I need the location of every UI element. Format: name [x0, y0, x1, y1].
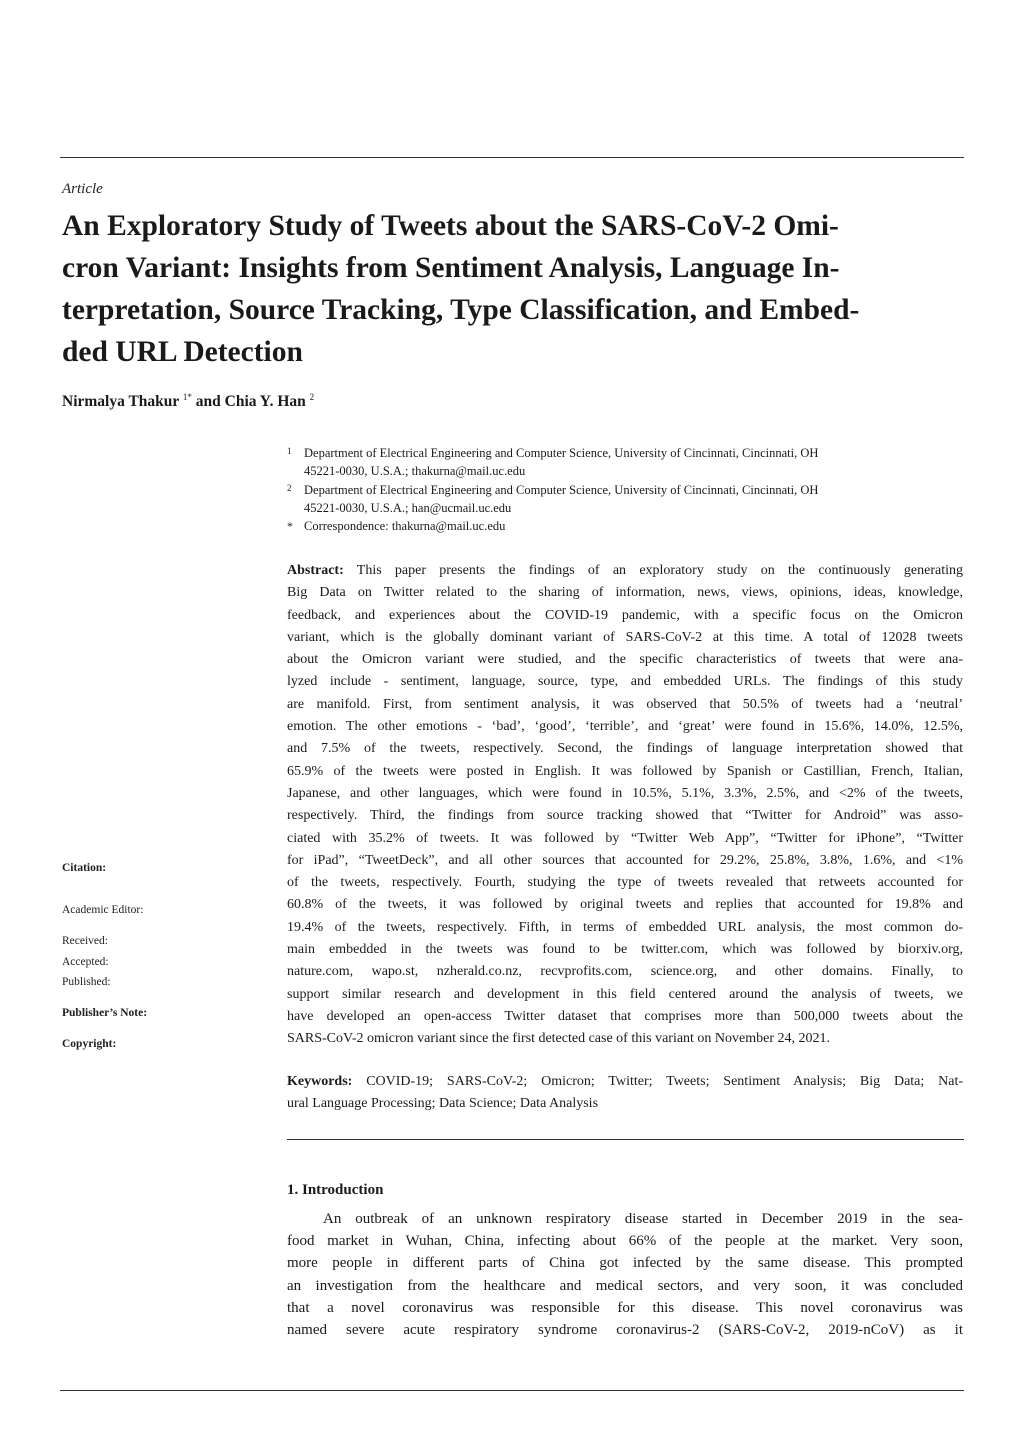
body-line: An outbreak of an unknown respiratory disease started in December 2019 in the sea-: [323, 1211, 963, 1227]
correspondence-text: Correspondence: thakurna@mail.uc.edu: [304, 519, 506, 534]
paper-title: [62, 205, 962, 373]
abstract-line: 60.8% of the tweets, it was followed by original tweets and replies that accounted for 19.8% and: [287, 897, 963, 913]
correspondence: [287, 517, 977, 535]
article-type-label: Article: [62, 181, 103, 197]
author-affiliation-mark: 2: [309, 392, 315, 402]
abstract-line: for iPad”, “TweetDeck”, and all other sources that accounted for 29.2%, 25.8%, 3.8%, 1.6%, and <1%: [287, 852, 963, 868]
abstract-line: are manifold. First, from sentiment analysis, it was observed that 50.5% of tweets had a ‘neutral’: [287, 696, 963, 712]
author-name: Nirmalya Thakur: [62, 393, 179, 411]
body-line: that a novel coronavirus was responsible for this disease. This novel coronavirus was: [287, 1299, 963, 1316]
abstract-line: emotion. The other emotions - ‘bad’, ‘good’, ‘terrible’, and ‘great’ were found in 15.6%, 14.0%, 12.5%,: [287, 719, 963, 735]
abstract-line: lyzed include - sentiment, language, source, type, and embedded URLs. The findings of this study: [287, 674, 963, 690]
published-label: Published:: [62, 976, 111, 988]
abstract-text: This paper presents the findings of an exploratory study on the continuously generating: [356, 563, 963, 578]
received-label: Received:: [62, 935, 108, 947]
abstract-line: [287, 560, 963, 582]
abstract-line: about the Omicron variant were studied, and the specific characteristics of tweets that were ana-: [287, 652, 963, 668]
affiliation-mark: 2: [287, 482, 292, 493]
abstract-line: feedback, and experiences about the COVID-19 pandemic, with a specific focus on the Omicron: [287, 607, 963, 623]
keywords-text: COVID-19; SARS-CoV-2; Omicron; Twitter; Tweets; Sentiment Analysis; Big Data; Nat-: [366, 1074, 964, 1089]
affiliation-text: Department of Electrical Engineering and Computer Science, University of Cincinnati, Cincinnati, OH: [304, 446, 819, 460]
abstract-line: of the tweets, respectively. Fourth, studying the type of tweets revealed that retweets accounted for: [287, 875, 963, 891]
affiliation-item: [287, 444, 977, 481]
affiliation-text: 45221-0030, U.S.A.; han@ucmail.uc.edu: [304, 500, 512, 515]
title-line: An Exploratory Study of Tweets about the SARS-CoV-2 Omi-: [62, 210, 839, 242]
author-connector: and: [195, 393, 221, 411]
abstract-line: nature.com, wapo.st, nzherald.co.nz, recvprofits.com, science.org, and other domains. Finally, to: [287, 964, 963, 980]
publishers-note-label: Publisher’s Note:: [62, 1007, 148, 1019]
title-line: ded URL Detection: [62, 336, 303, 368]
abstract-line: 19.4% of the tweets, respectively. Fifth, in terms of embedded URL analysis, the most common do-: [287, 919, 963, 935]
affiliation-mark: 1: [287, 446, 292, 456]
body-line: more people in different parts of China got infected by the same disease. This prompted: [287, 1255, 963, 1272]
abstract-line: support similar research and development in this field centered around the analysis of tweets, we: [287, 986, 963, 1002]
top-rule: [60, 157, 964, 158]
title-line: terpretation, Source Tracking, Type Classification, and Embed-: [62, 294, 860, 326]
keywords: [287, 1071, 963, 1116]
abstract: [287, 560, 963, 1051]
introduction-body: [287, 1208, 963, 1341]
correspondence-mark: *: [287, 519, 293, 534]
copyright-label: Copyright:: [62, 1038, 117, 1050]
title-line: cron Variant: Insights from Sentiment Analysis, Language In-: [62, 252, 840, 284]
abstract-label: Abstract:: [287, 563, 344, 578]
author-name: Chia Y. Han: [224, 393, 306, 411]
keywords-divider: [287, 1139, 964, 1140]
accepted-label: Accepted:: [62, 956, 109, 968]
section-heading: 1. Introduction: [287, 1182, 384, 1198]
affiliations: [287, 444, 977, 535]
abstract-line: respectively. Third, the findings from source tracking showed that “Twitter for Android” was asso-: [287, 808, 963, 824]
affiliation-item: [287, 481, 977, 518]
keywords-line: ural Language Processing; Data Science; Data Analysis: [287, 1096, 599, 1112]
author-affiliation-mark: 1*: [182, 392, 192, 402]
affiliation-text: 45221-0030, U.S.A.; thakurna@mail.uc.edu: [304, 464, 526, 479]
body-line: food market in Wuhan, China, infecting about 66% of the people at the market. Very soon,: [287, 1233, 963, 1250]
academic-editor-label: Academic Editor:: [62, 904, 144, 916]
abstract-line: SARS-CoV-2 omicron variant since the first detected case of this variant on November 24, 2021.: [287, 1031, 831, 1047]
abstract-line: Japanese, and other languages, which were found in 10.5%, 5.1%, 3.3%, 2.5%, and <2% of the tweets,: [287, 785, 963, 801]
abstract-line: Big Data on Twitter related to the sharing of information, news, views, opinions, ideas, knowledge,: [287, 585, 963, 601]
keywords-line: [287, 1071, 963, 1093]
abstract-line: main embedded in the tweets was found to be twitter.com, which was followed by biorxiv.org,: [287, 942, 963, 958]
affiliation-text: Department of Electrical Engineering and Computer Science, University of Cincinnati, Cincinnati, OH: [304, 482, 819, 497]
bottom-rule: [60, 1390, 964, 1391]
abstract-line: have developed an open-access Twitter dataset that comprises more than 500,000 tweets about the: [287, 1008, 963, 1024]
abstract-line: and 7.5% of the tweets, respectively. Second, the findings of language interpretation showed that: [287, 741, 963, 757]
abstract-line: 65.9% of the tweets were posted in English. It was followed by Spanish or Castillian, French, Italian,: [287, 763, 963, 779]
author-list: [62, 392, 314, 411]
abstract-line: variant, which is the globally dominant variant of SARS-CoV-2 at this time. A total of 12028 tweets: [287, 629, 963, 645]
citation-label: Citation:: [62, 862, 107, 874]
body-line: named severe acute respiratory syndrome coronavirus-2 (SARS-CoV-2, 2019-nCoV) as it: [287, 1322, 963, 1339]
body-line: an investigation from the healthcare and medical sectors, and very soon, it was concluded: [287, 1277, 963, 1294]
abstract-line: ciated with 35.2% of tweets. It was followed by “Twitter Web App”, “Twitter for iPhone”, “Twitter: [287, 830, 963, 846]
keywords-label: Keywords:: [287, 1074, 353, 1089]
